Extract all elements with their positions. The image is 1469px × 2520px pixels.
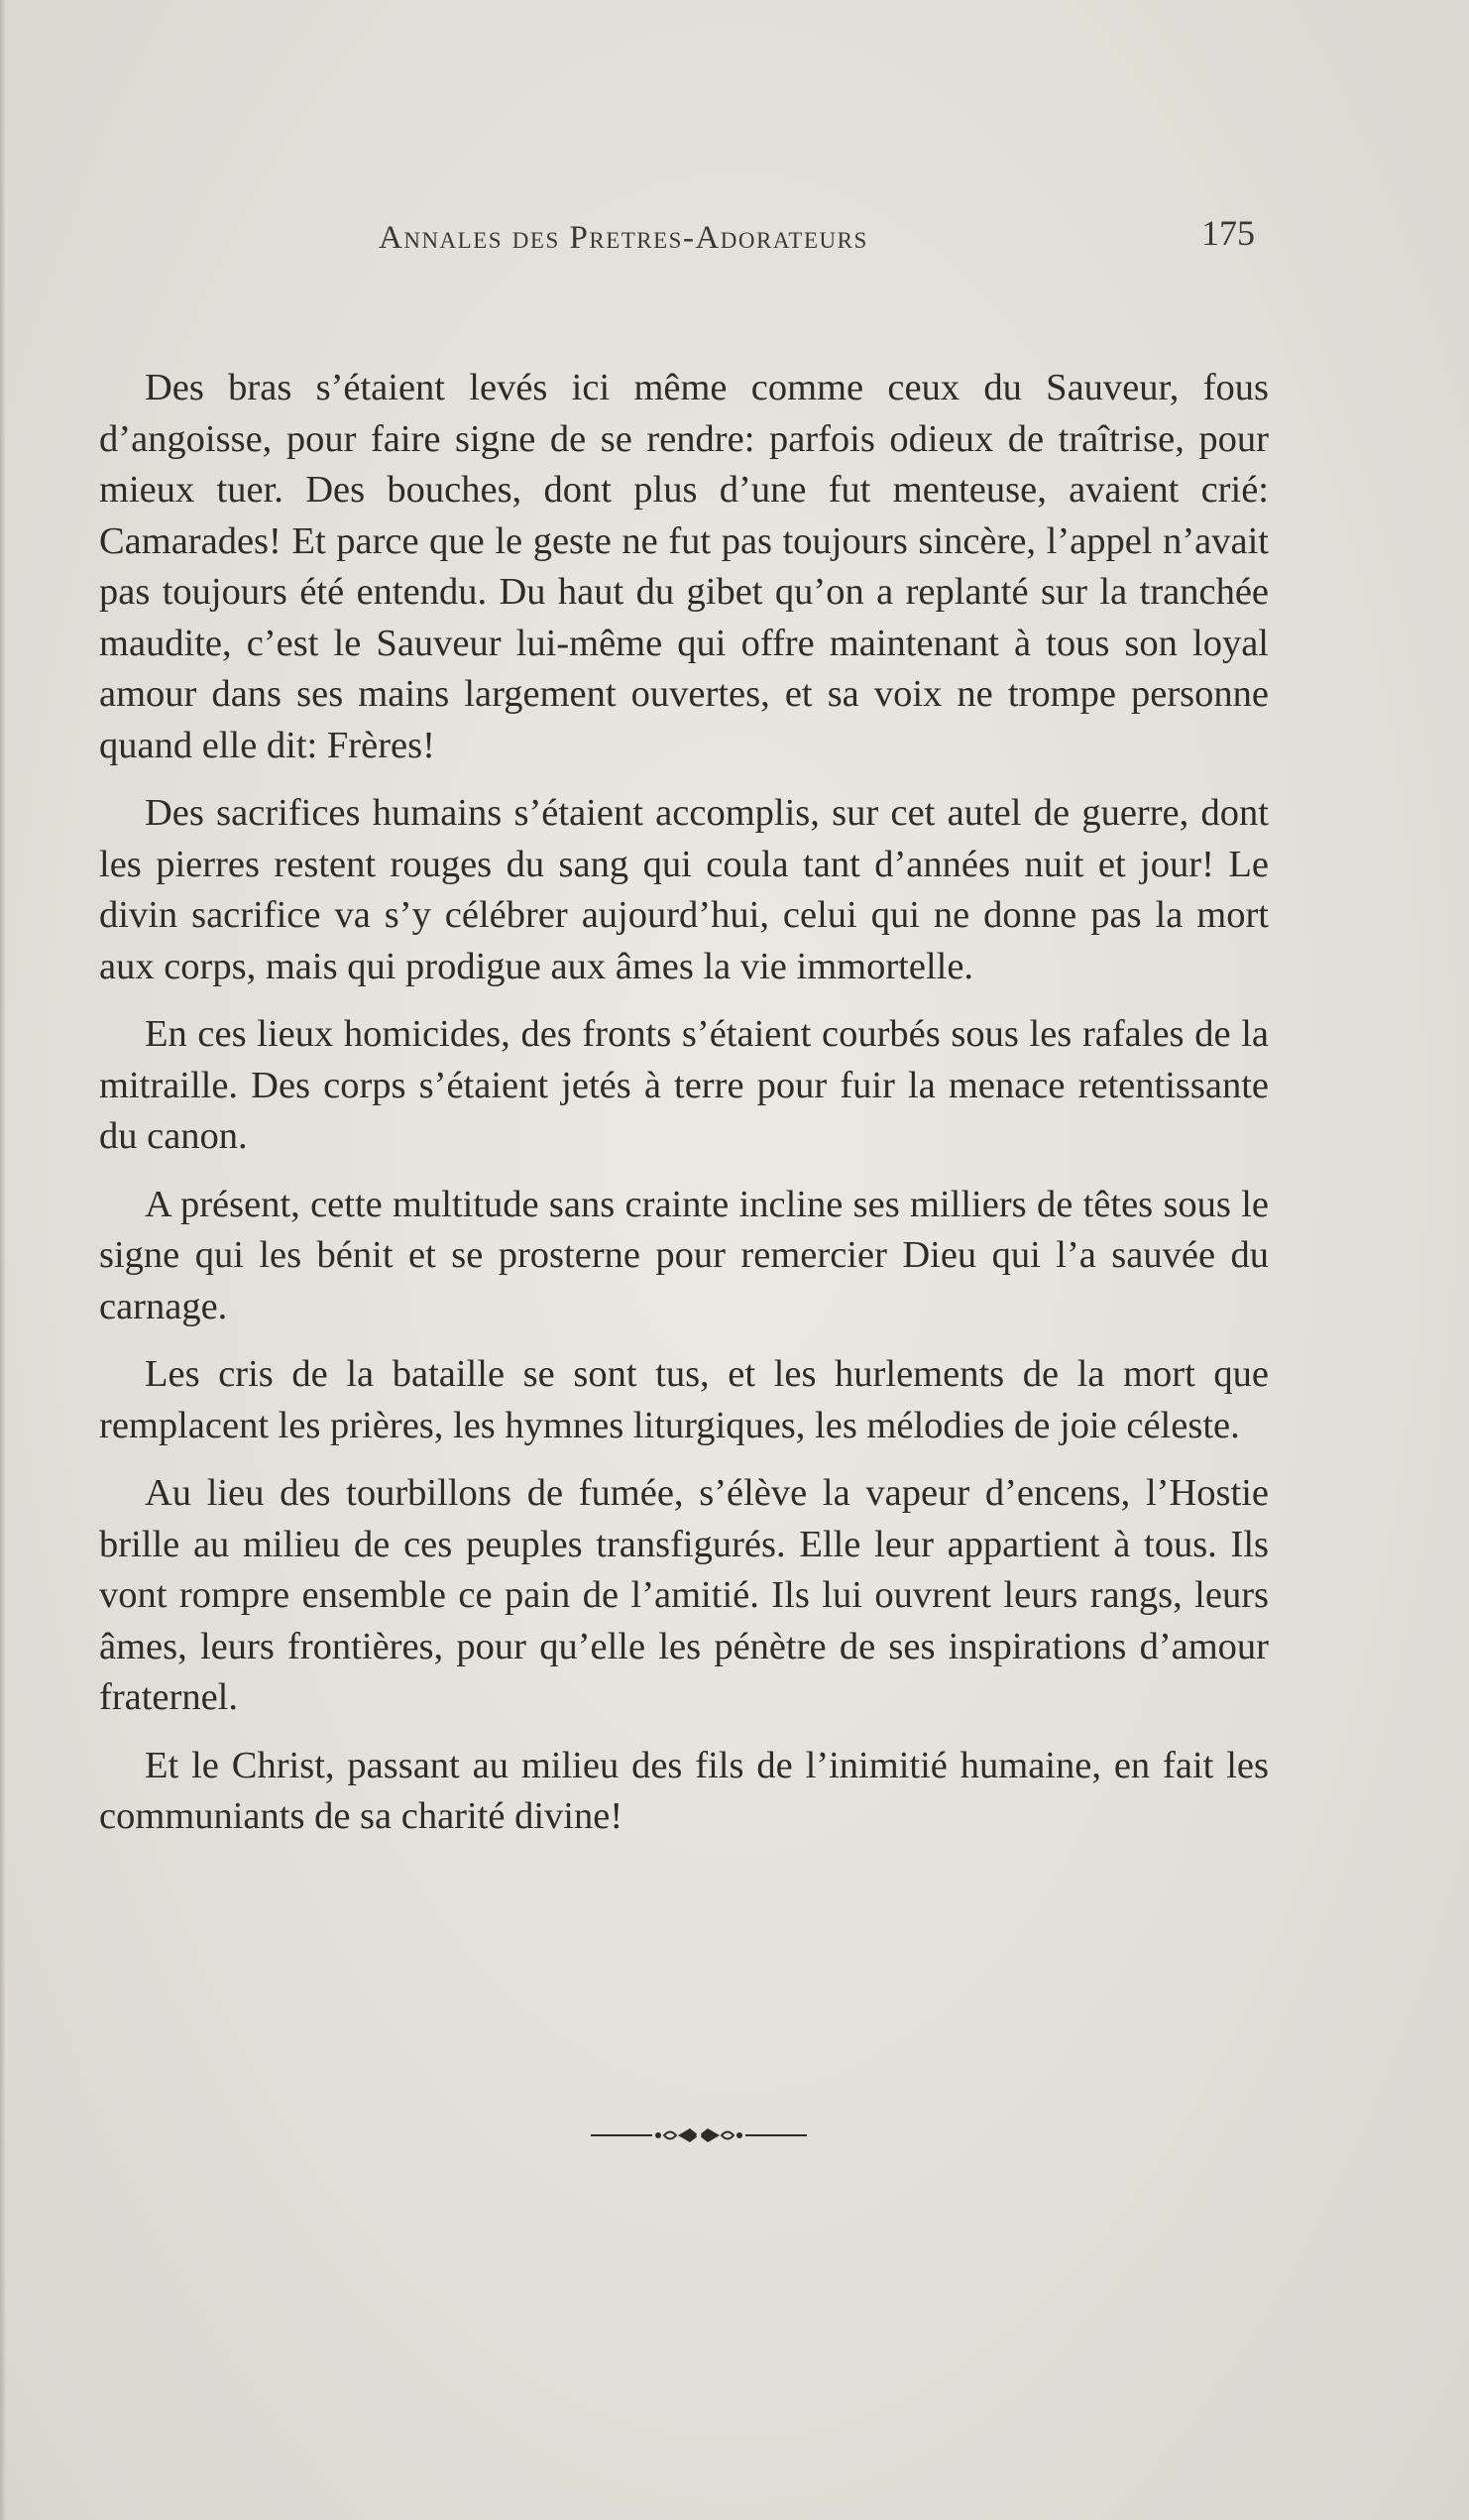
paragraph-1: Des bras s’étaient levés ici même comme ceux du Sauveur, fous d’angoisse, pour faire signe de se rendre: parfois odieux de traîtrise, pour mieux tuer. Des bouches, dont plus d’une fut menteuse, avaient crié: Camarades! Et parce que le geste ne fut pas toujours sincère, l’appel n’avait pas toujours été entendu. Du haut du gibet qu’on a replanté sur la tranchée maudite, c’est le Sauveur lui-même qui offre maintenant à tous son loyal amour dans ses mains largement ouvertes, et sa voix ne trompe personne quand elle dit: Frères! (99, 367, 1269, 766)
paragraph-4: A présent, cette multitude sans crainte incline ses milliers de têtes sous le signe qui les bénit et se prosterne pour remercier Dieu qui l’a sauvée du carnage. (99, 1183, 1269, 1327)
running-title: Annales des Pretres-Adorateurs (379, 220, 868, 256)
body-text (99, 363, 1269, 1860)
page-number: 175 (1201, 213, 1255, 253)
paragraph-2: Des sacrifices humains s’étaient accomplis, sur cet autel de guerre, dont les pierres restent rouges du sang qui coula tant d’années nuit et jour! Le divin sacrifice va s’y célébrer aujourd’hui, celui qui ne donne pas la mort aux corps, mais qui prodigue aux âmes la vie immortelle. (99, 792, 1269, 987)
page-edge-shadow (0, 0, 6, 2520)
end-ornament-icon (591, 2125, 807, 2145)
paragraph-3: En ces lieux homicides, des fronts s’étaient courbés sous les rafales de la mitraille. Des corps s’étaient jetés à terre pour fuir la menace retentissante du canon. (99, 1013, 1269, 1157)
paragraph-5: Les cris de la bataille se sont tus, et les hurlements de la mort que remplacent les prières, les hymnes liturgiques, les mélodies de joie céleste. (99, 1353, 1269, 1446)
paragraph-6: Au lieu des tourbillons de fumée, s’élève la vapeur d’encens, l’Hostie brille au milieu de ces peuples transfigurés. Elle leur appartient à tous. Ils vont rompre ensemble ce pain de l’amitié. Ils lui ouvrent leurs rangs, leurs âmes, leurs frontières, pour qu’elle les pénètre de ses inspirations d’amour fraternel. (99, 1472, 1269, 1718)
paragraph-7: Et le Christ, passant au milieu des fils de l’inimitié humaine, en fait les communiants de sa charité divine! (99, 1744, 1269, 1837)
